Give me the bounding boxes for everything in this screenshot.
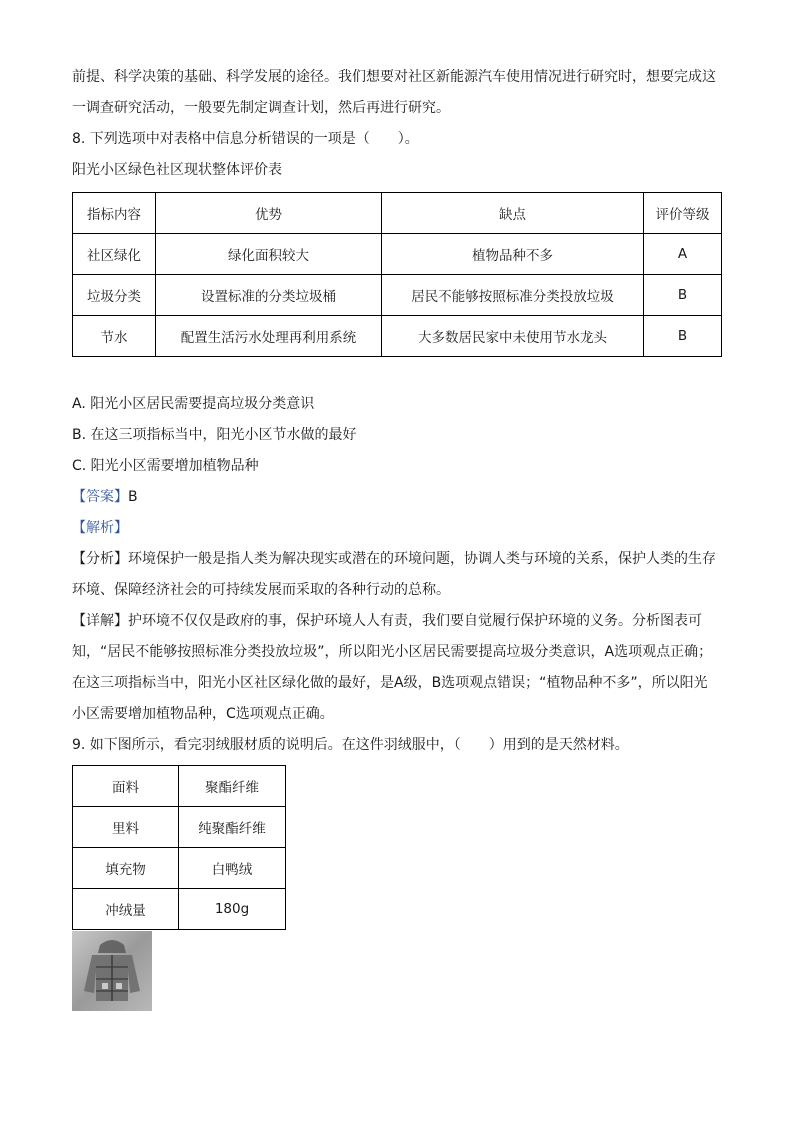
table-header-row — [73, 193, 722, 234]
detail-text-3: 在这三项指标当中，阳光小区社区绿化做的最好，是A级，B选项观点错误；“植物品种不多”，所以阳光 — [72, 675, 708, 691]
header-cell: 指标内容 — [73, 193, 156, 234]
table-cell: B — [644, 316, 722, 357]
table-cell: 居民不能够按照标准分类投放垃圾 — [382, 275, 644, 316]
table-cell: 绿化面积较大 — [156, 234, 382, 275]
evaluation-table — [72, 192, 722, 357]
table-cell: 垃圾分类 — [73, 275, 156, 316]
table-cell: 配置生活污水处理再利用系统 — [156, 316, 382, 357]
down-jacket-icon — [72, 931, 152, 1011]
document-page — [72, 62, 722, 1011]
table-row — [73, 766, 286, 807]
table-cell: 180g — [179, 889, 286, 930]
detail-text-2: 知，“居民不能够按照标准分类投放垃圾”，所以阳光小区居民需要提高垃圾分类意识，A选项观点正确； — [72, 644, 713, 660]
detail-text-1: 护环境不仅仅是政府的事，保护环境人人有责，我们要自觉履行保护环境的义务。分析图表可 — [128, 613, 702, 629]
table-cell: 填充物 — [73, 848, 179, 889]
table-cell: 聚酯纤维 — [179, 766, 286, 807]
table-cell: 设置标准的分类垃圾桶 — [156, 275, 382, 316]
fenxi-label: 【分析】 — [72, 551, 128, 567]
header-cell: 缺点 — [382, 193, 644, 234]
header-cell: 评价等级 — [644, 193, 722, 234]
answer-value: B — [128, 489, 138, 505]
table-cell: A — [644, 234, 722, 275]
question-9-stem: 9. 如下图所示，看完羽绒服材质的说明后。在这件羽绒服中，（ ）用到的是天然材料。 — [72, 737, 629, 753]
table-cell: 社区绿化 — [73, 234, 156, 275]
detail-paragraph-line-1 — [72, 606, 722, 637]
table-title: 阳光小区绿色社区现状整体评价表 — [72, 162, 282, 178]
table-row — [73, 807, 286, 848]
table-row — [73, 889, 286, 930]
table-row — [73, 234, 722, 275]
detail-text-4: 小区需要增加植物品种，C选项观点正确。 — [72, 706, 334, 722]
answer-line — [72, 482, 722, 513]
fenxi-paragraph-line-1 — [72, 544, 722, 575]
table-row — [73, 848, 286, 889]
fenxi-text-2: 环境、保障经济社会的可持续发展而采取的各种行动的总称。 — [72, 582, 450, 598]
intro-line-2: 一调查研究活动，一般要先制定调查计划，然后再进行研究。 — [72, 100, 450, 116]
detail-label: 【详解】 — [72, 613, 128, 629]
material-table — [72, 765, 286, 930]
table-cell: 里料 — [73, 807, 179, 848]
analysis-label: 【解析】 — [72, 520, 128, 536]
table-cell: 冲绒量 — [73, 889, 179, 930]
table-cell: 大多数居民家中未使用节水龙头 — [382, 316, 644, 357]
table-row — [73, 316, 722, 357]
table-cell: 面料 — [73, 766, 179, 807]
table-row — [73, 275, 722, 316]
answer-label: 【答案】 — [72, 489, 128, 505]
option-b: B. 在这三项指标当中，阳光小区节水做的最好 — [72, 427, 357, 443]
intro-line-1: 前提、科学决策的基础、科学发展的途径。我们想要对社区新能源汽车使用情况进行研究时，想要完成这 — [72, 69, 716, 85]
table-cell: 植物品种不多 — [382, 234, 644, 275]
fenxi-text-1: 环境保护一般是指人类为解决现实或潜在的环境问题，协调人类与环境的关系，保护人类的生存 — [128, 551, 716, 567]
table-cell: 白鸭绒 — [179, 848, 286, 889]
question-8-stem: 8. 下列选项中对表格中信息分析错误的一项是（ ）。 — [72, 131, 419, 147]
table-cell: B — [644, 275, 722, 316]
header-cell: 优势 — [156, 193, 382, 234]
table-cell: 纯聚酯纤维 — [179, 807, 286, 848]
table-cell: 节水 — [73, 316, 156, 357]
down-jacket-photo — [72, 931, 152, 1011]
answer-options — [72, 389, 722, 482]
option-a: A. 阳光小区居民需要提高垃圾分类意识 — [72, 396, 315, 412]
option-c: C. 阳光小区需要增加植物品种 — [72, 458, 259, 474]
